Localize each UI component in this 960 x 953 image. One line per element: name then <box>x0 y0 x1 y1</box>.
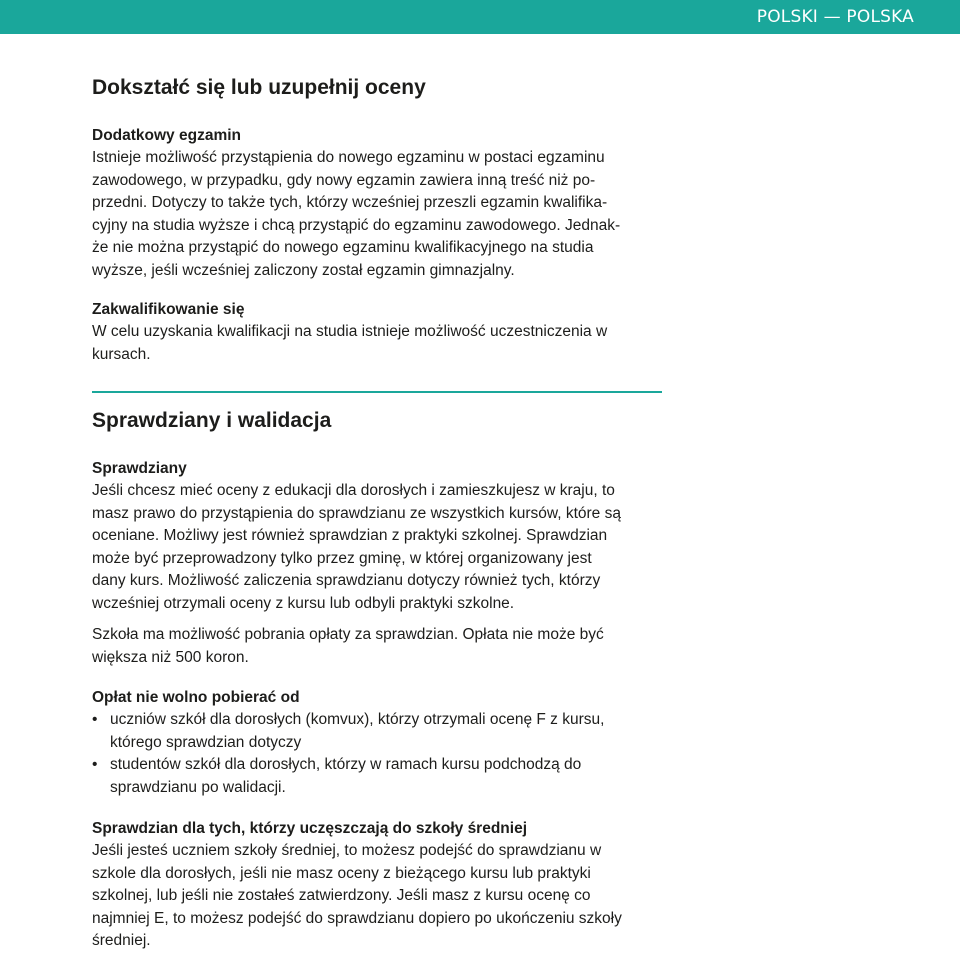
no-fees-block <box>92 686 604 799</box>
text-line: szkolnej, lub jeśli nie zostałeś zatwierdzony. Jeśli masz z kursu ocenę co <box>92 887 591 905</box>
section-title-further-education: Dokształć się lub uzupełnij oceny <box>92 76 426 99</box>
text-line: zawodowego, w przypadku, gdy nowy egzamin zawiera inną treść niż po- <box>92 171 596 189</box>
text-line: W celu uzyskania kwalifikacji na studia istnieje możliwość uczestniczenia w <box>92 323 608 340</box>
extra-exam-block <box>92 124 620 283</box>
text-line: Istnieje możliwość przystąpienia do nowego egzaminu w postaci egzaminu <box>92 149 605 166</box>
text-line: średniej. <box>92 932 151 950</box>
secondary-school-block <box>92 817 622 953</box>
bullet-icon: • <box>92 711 98 728</box>
section-divider <box>92 391 662 393</box>
banner-text: POLSKI — POLSKA <box>756 7 914 27</box>
text-line: uczniów szkół dla dorosłych (komvux), którzy otrzymali ocenę F z kursu, <box>110 711 605 728</box>
text-line: cyjny na studia wyższe i chcą przystąpić do egzaminu zawodowego. Jednak- <box>92 216 621 234</box>
text-line: masz prawo do przystąpienia do sprawdzianu ze wszystkich kursów, które są <box>92 504 621 522</box>
text-line: że nie można przystąpić do nowego egzaminu kwalifikacyjnego na studia <box>92 239 594 257</box>
text-line: wyższe, jeśli wcześniej zaliczony został egzamin gimnazjalny. <box>92 261 515 279</box>
secondary-school-text <box>92 840 622 953</box>
text-line: dany kurs. Możliwość zaliczenia sprawdzianu dotyczy również tych, którzy <box>92 572 601 590</box>
section-title-tests-validation: Sprawdziany i walidacja <box>92 409 332 432</box>
text-line: kursach. <box>92 345 151 363</box>
text-line: większa niż 500 koron. <box>92 648 249 666</box>
text-line: wcześniej otrzymali oceny z kursu lub odbyli praktyki szkolne. <box>92 594 515 612</box>
extra-exam-heading: Dodatkowy egzamin <box>92 127 241 144</box>
list-item <box>92 754 604 799</box>
qualification-text <box>92 321 607 366</box>
secondary-school-heading: Sprawdzian dla tych, którzy uczęszczają do szkoły średniej <box>92 820 528 837</box>
fee-paragraph <box>92 624 604 669</box>
tests-heading: Sprawdziany <box>92 460 187 477</box>
list-item <box>92 709 604 754</box>
language-banner <box>0 0 960 34</box>
qualification-block <box>92 298 607 366</box>
text-line: studentów szkół dla dorosłych, którzy w ramach kursu podchodzą do <box>110 756 582 774</box>
text-line: przedni. Dotyczy to także tych, którzy wcześniej przeszli egzamin kwalifika- <box>92 194 608 212</box>
text-line: szkole dla dorosłych, jeśli nie masz oceny z bieżącego kursu lub praktyki <box>92 864 591 882</box>
text-line: Jeśli jesteś uczniem szkoły średniej, to możesz podejść do sprawdzianu w <box>92 842 602 859</box>
no-fees-heading: Opłat nie wolno pobierać od <box>92 689 300 706</box>
tests-block <box>92 457 621 616</box>
text-line: Szkoła ma możliwość pobrania opłaty za sprawdzian. Opłata nie może być <box>92 626 604 643</box>
qualification-heading: Zakwalifikowanie się <box>92 301 245 318</box>
no-fees-list <box>92 709 604 799</box>
extra-exam-text <box>92 147 620 283</box>
text-line: najmniej E, to możesz podejść do sprawdzianu dopiero po ukończeniu szkoły <box>92 909 622 927</box>
fee-text <box>92 624 604 669</box>
text-line: może być przeprowadzony tylko przez gminę, w której organizowany jest <box>92 549 592 567</box>
text-line: sprawdzianu po walidacji. <box>110 778 286 796</box>
bullet-icon: • <box>92 756 98 774</box>
tests-text <box>92 480 621 616</box>
text-line: Jeśli chcesz mieć oceny z edukacji dla dorosłych i zamieszkujesz w kraju, to <box>92 482 615 499</box>
text-line: oceniane. Możliwy jest również sprawdzian z praktyki szkolnej. Sprawdzian <box>92 527 608 545</box>
text-line: którego sprawdzian dotyczy <box>110 733 302 751</box>
